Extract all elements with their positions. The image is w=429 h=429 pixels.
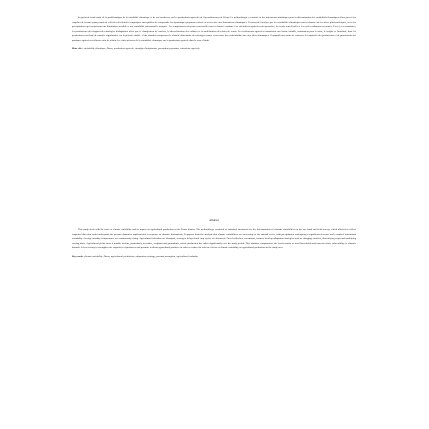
- resume-keywords-label: Mots clés :: [72, 47, 84, 51]
- abstract-heading: Abstract: [209, 218, 219, 222]
- resume-section: [72, 16, 356, 52]
- abstract-keywords-text: climate variability, Dema, agricultural production, adaptation strategy, peasant perception, agricultural calendar: [84, 254, 199, 258]
- abstract-paragraph: This study deals with the issue of climate variability and its impact on agricultural production in the Dema district. The methodology consisted of statistical treatments for the determination of climatic variabilities on the one hand and field surveys which allowed to collect empirical data that could understand the peasant dynamics implemented in response to climatic fluctuations. It appears from the analysis that climate variabilities are increasing on the rainfall series, with precipitation undergoing a significant decrease and a marked interannual variability. Average monthly temperatures are continuously rising. Agricultural calendars are disrupted, sowing is delayed and crop cycles are shortened. Faced with these constraints, farmers develop adaptation strategies such as changing varieties, diversifying crops and modifying sowing dates. Agricultural yields show a notable decline, particularly for maize, sorghum and groundnuts, whose production has fallen significantly over the study period. This situation compromises the food security of rural households and increases their vulnerability to climatic hazards. It is necessary to strengthen the capacities of producers and promote resilient agricultural practices in order to reduce the adverse effects of climate variability on agricultural production in the study area.: [72, 228, 356, 250]
- resume-paragraph: La présente étude traite de la problématique de la variabilité climatique et de ses incidences sur les productions agricoles de l'arrondissement de Dema. La méthodologie a consisté en des traitements statistiques pour la détermination des variabilités climatiques d'une part et des enquêtes de terrain ayant permis de collecter des données empiriques susceptibles de comprendre les dynamiques paysannes mises en œuvre face aux fluctuations climatiques. Il ressort de l'analyse que les variabilités climatiques sont en hausse sur les séries pluviométriques, avec des précipitations qui connaissent une diminution sensible et une variabilité interannuelle marquée. Les températures moyennes mensuelles sont en hausse continue. Les calendriers agricoles sont perturbés, les semis sont décalés et les cycles culturaux raccourcis. Face à ces contraintes, les producteurs développent des stratégies d'adaptation telles que le changement de variétés, la diversification des cultures et la modification des dates de semis. Les rendements agricoles connaissent une baisse notable, notamment pour le maïs, le sorgho et l'arachide, dont les productions ont chuté de manière significative sur la période étudiée. Cette situation compromet la sécurité alimentaire des ménages ruraux et accentue leur vulnérabilité face aux aléas climatiques. Il apparaît nécessaire de renforcer les capacités des producteurs et de promouvoir des pratiques agricoles résilientes afin de réduire les effets néfastes de la variabilité climatique sur la production agricole dans la zone d'étude.: [72, 16, 356, 42]
- abstract-keywords-label: Key words:: [72, 254, 84, 258]
- resume-keywords-text: variabilité climatique, Dema, production agricole, stratégie d'adaptation, perception paysanne, calendrier agricole: [83, 47, 200, 51]
- abstract-section: [72, 218, 356, 259]
- abstract-keywords: [72, 255, 356, 260]
- resume-keywords: [72, 47, 356, 52]
